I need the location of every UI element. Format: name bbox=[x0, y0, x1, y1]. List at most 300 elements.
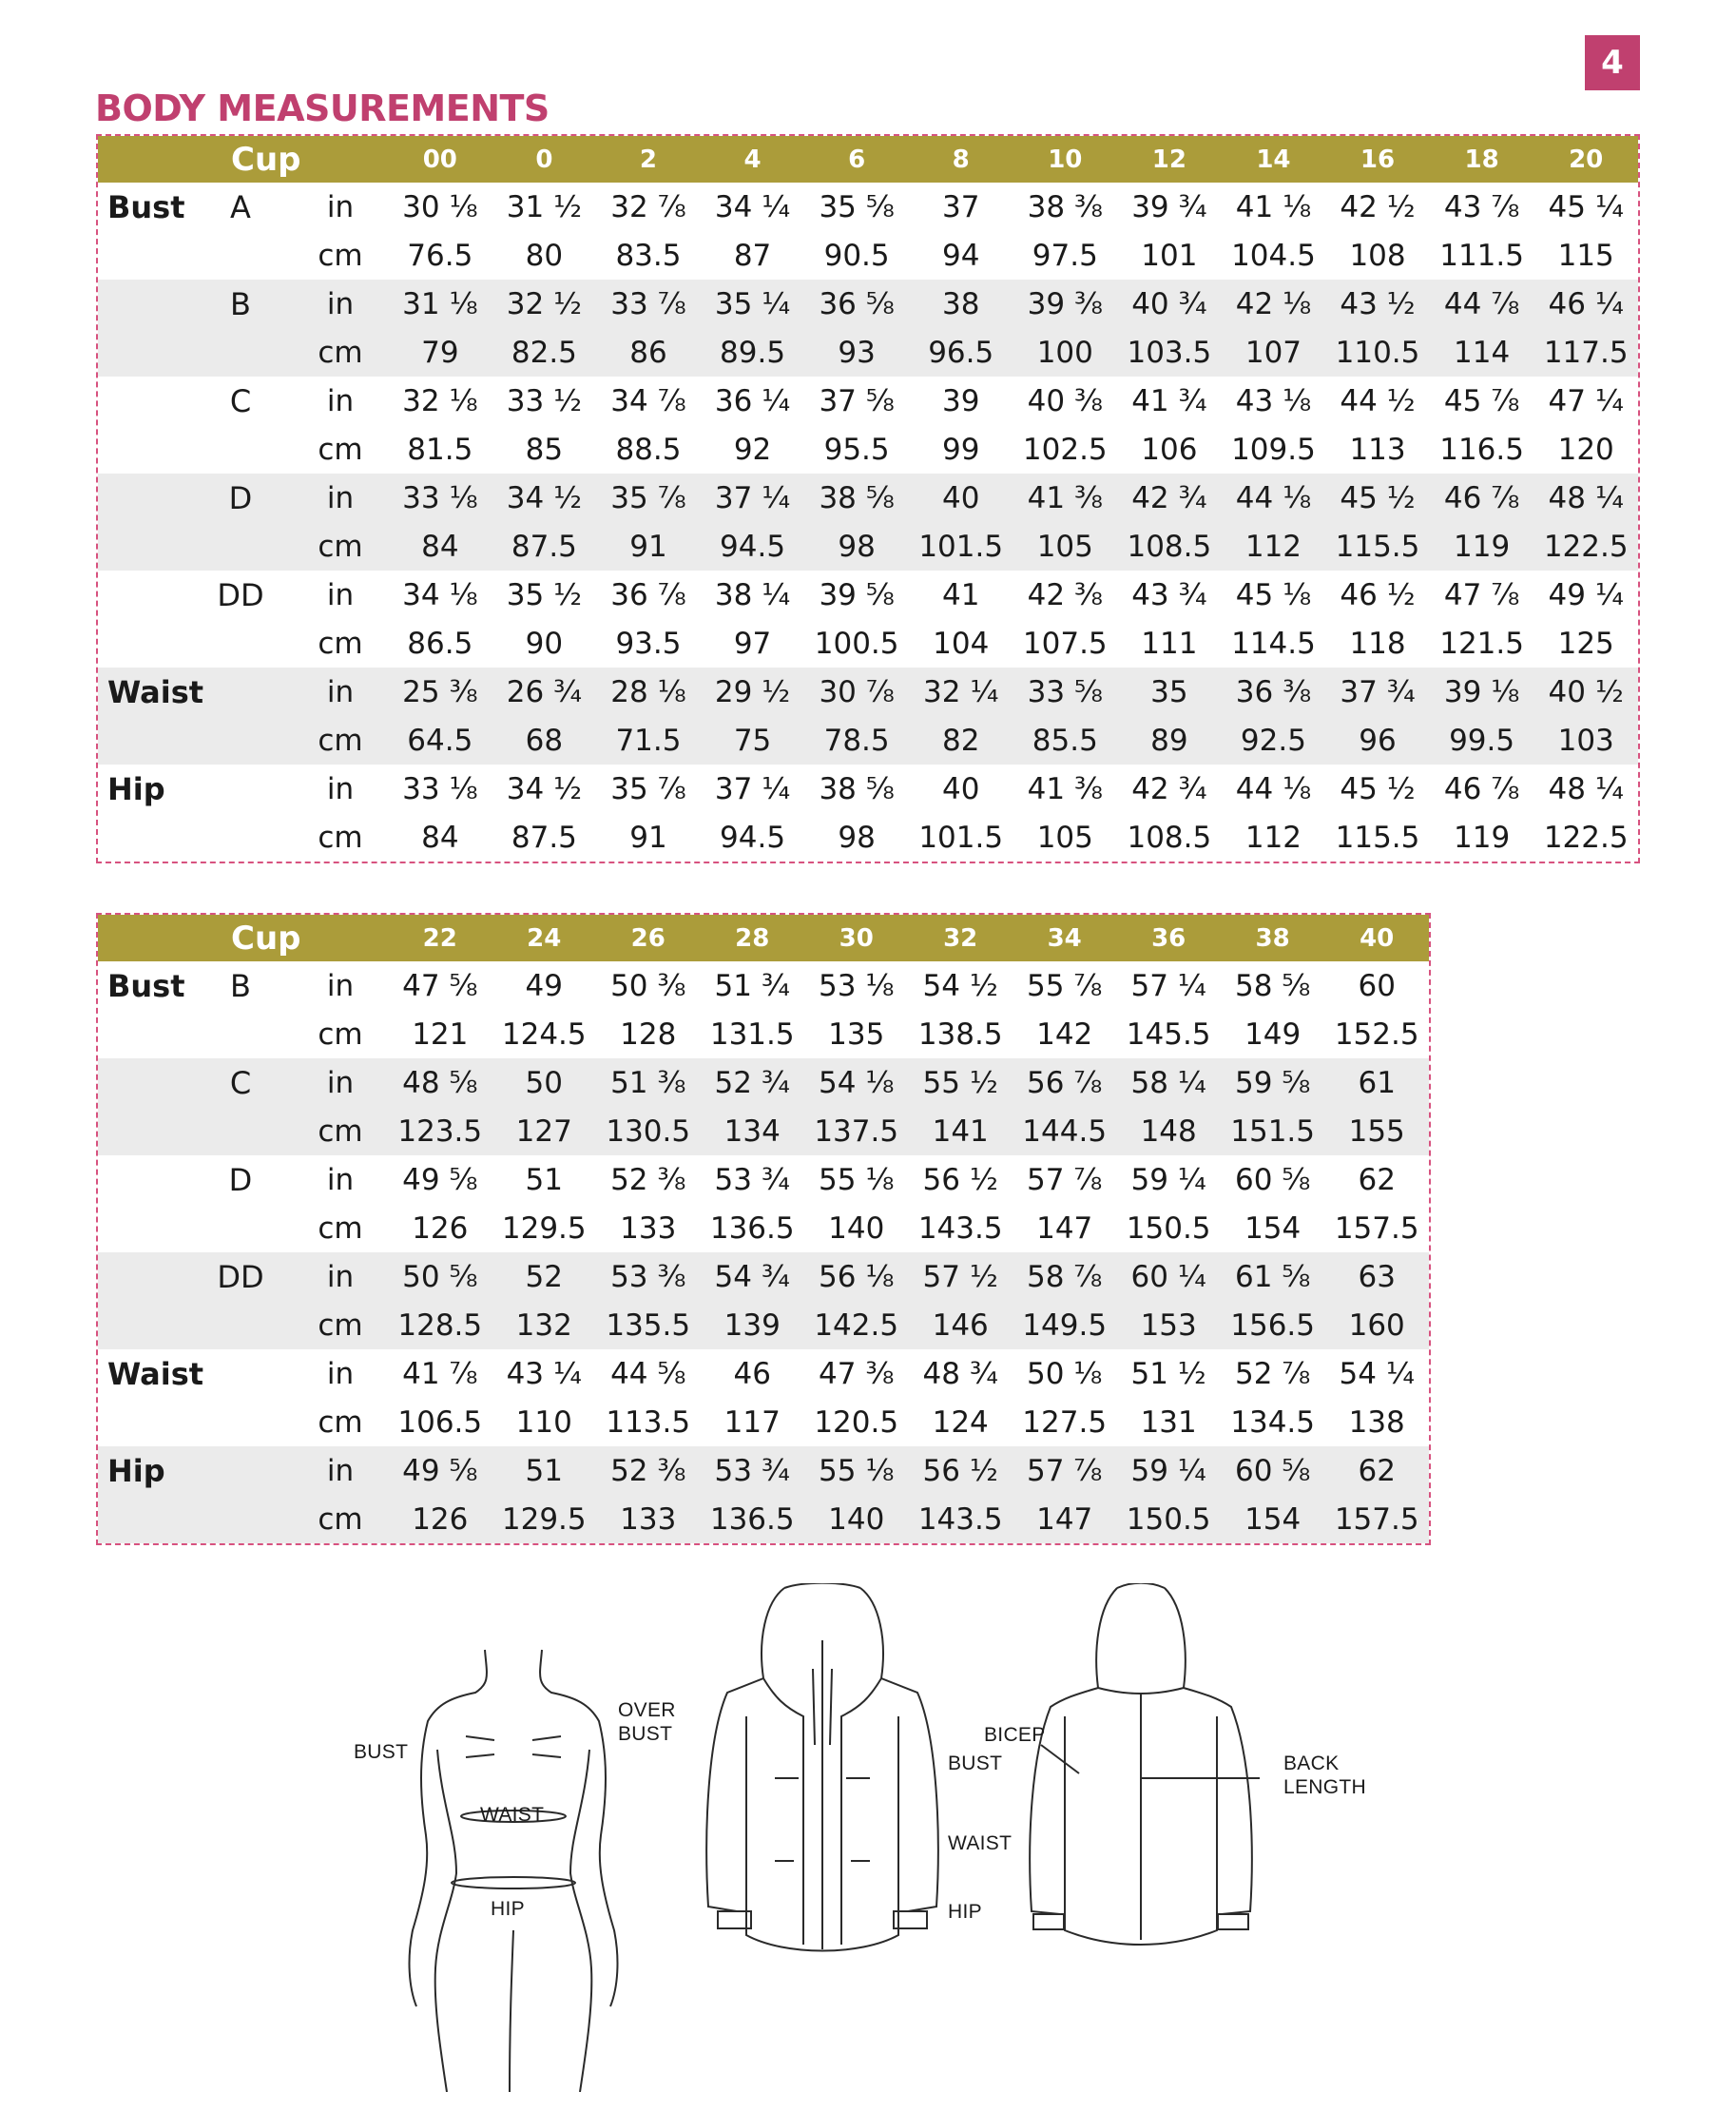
measurement-value: 45 ½ bbox=[1340, 771, 1416, 806]
cup-size-label: DD bbox=[188, 1252, 293, 1301]
measurement-value: 38 ⅝ bbox=[819, 771, 895, 806]
measurement-value: 29 ½ bbox=[701, 668, 805, 716]
measurement-value: 46 bbox=[733, 1356, 771, 1391]
measurement-label: Waist bbox=[98, 668, 188, 716]
table-row bbox=[98, 522, 1638, 571]
cup-size-label: D bbox=[188, 474, 293, 522]
measurement-value: 144.5 bbox=[1013, 1107, 1116, 1155]
measurement-value: 40 ¾ bbox=[1117, 280, 1222, 328]
measurement-value: 126 bbox=[412, 1210, 469, 1246]
unit-label: in bbox=[293, 1058, 388, 1107]
measurement-value: 107 bbox=[1222, 328, 1326, 377]
measurement-value: 48 ⅝ bbox=[388, 1058, 492, 1107]
unit-label: in bbox=[293, 474, 388, 522]
measurement-value: 96.5 bbox=[909, 328, 1013, 377]
measurement-value: 119 bbox=[1430, 522, 1534, 571]
measurement-value: 57 ¼ bbox=[1130, 968, 1206, 1003]
table-row bbox=[98, 474, 1638, 522]
measurement-value: 149 bbox=[1244, 1017, 1302, 1052]
measurement-value: 36 ⅜ bbox=[1222, 668, 1326, 716]
size-header: 4 bbox=[701, 136, 805, 183]
measurement-label bbox=[98, 474, 188, 522]
cup-size-label: D bbox=[228, 1161, 253, 1198]
measurement-value: 64.5 bbox=[388, 716, 492, 765]
unit-label: cm bbox=[318, 1210, 363, 1246]
measurement-value: 121 bbox=[412, 1017, 469, 1052]
measurement-value: 53 ⅜ bbox=[596, 1252, 700, 1301]
measurement-value: 137.5 bbox=[804, 1107, 908, 1155]
measurement-value: 41 bbox=[941, 577, 980, 612]
measurement-value: 143.5 bbox=[917, 1210, 1003, 1246]
measurement-label: Bust bbox=[107, 967, 185, 1004]
measurement-value: 148 bbox=[1116, 1107, 1220, 1155]
measurement-label bbox=[98, 1495, 188, 1543]
measurement-value: 40 bbox=[941, 771, 980, 806]
measurement-value: 138.5 bbox=[917, 1017, 1003, 1052]
measurement-label bbox=[98, 280, 188, 328]
measurement-value: 112 bbox=[1222, 522, 1326, 571]
measurement-value: 36 ⅞ bbox=[610, 577, 686, 612]
measurement-value: 87.5 bbox=[511, 820, 577, 855]
measurement-label bbox=[98, 571, 188, 619]
table-row bbox=[98, 1058, 1429, 1107]
measurement-value: 142 bbox=[1036, 1017, 1093, 1052]
cup-size-label: B bbox=[230, 967, 251, 1004]
measurement-value: 146 bbox=[908, 1301, 1012, 1349]
measurement-value: 120.5 bbox=[814, 1404, 899, 1440]
measurement-value: 55 ⅞ bbox=[1027, 968, 1103, 1003]
measurement-value: 101.5 bbox=[909, 522, 1013, 571]
measurement-value: 35 ⅝ bbox=[819, 189, 895, 224]
label-jacket-bust: BUST bbox=[948, 1753, 1003, 1774]
measurement-value: 37 ¾ bbox=[1325, 668, 1430, 716]
measurement-value: 92 bbox=[733, 432, 772, 467]
size-header: 20 bbox=[1533, 136, 1638, 183]
cup-size-label bbox=[188, 231, 293, 280]
size-header: 18 bbox=[1430, 136, 1534, 183]
size-header: 38 bbox=[1221, 915, 1324, 961]
size-header: 0 bbox=[492, 136, 597, 183]
measurement-label: Hip bbox=[107, 770, 165, 807]
measurement-value: 60 ¼ bbox=[1116, 1252, 1220, 1301]
measurement-value: 50 ⅜ bbox=[610, 968, 686, 1003]
unit-label: cm bbox=[318, 432, 363, 467]
unit-label: in bbox=[293, 1252, 388, 1301]
measurement-value: 59 ¼ bbox=[1130, 1162, 1206, 1197]
label-waist: WAIST bbox=[480, 1804, 545, 1826]
cup-size-label bbox=[188, 522, 293, 571]
measurement-value: 154 bbox=[1244, 1210, 1302, 1246]
size-header: 10 bbox=[1013, 136, 1118, 183]
measurement-value: 140 bbox=[804, 1495, 908, 1543]
measurement-value: 113 bbox=[1349, 432, 1406, 467]
measurement-value: 41 ⅜ bbox=[1027, 771, 1103, 806]
label-bust: BUST bbox=[354, 1741, 409, 1763]
cup-size-label bbox=[188, 425, 293, 474]
table-row bbox=[98, 1252, 1429, 1301]
measurement-value: 111.5 bbox=[1439, 238, 1524, 273]
measurement-value: 51 ¾ bbox=[714, 968, 790, 1003]
measurement-value: 140 bbox=[828, 1210, 885, 1246]
measurement-label: Bust bbox=[107, 188, 185, 225]
cup-size-label: A bbox=[230, 188, 251, 225]
size-header: 26 bbox=[596, 915, 700, 961]
size-table-1 bbox=[96, 134, 1640, 863]
size-header: 28 bbox=[700, 915, 803, 961]
cup-size-label: DD bbox=[217, 576, 264, 613]
table-row bbox=[98, 571, 1638, 619]
measurement-label bbox=[98, 377, 188, 425]
size-header: 22 bbox=[388, 915, 492, 961]
measurement-value: 80 bbox=[525, 238, 564, 273]
measurement-value: 90.5 bbox=[823, 238, 890, 273]
measurement-label bbox=[98, 522, 188, 571]
measurement-value: 37 ⅝ bbox=[819, 383, 895, 418]
measurement-value: 54 ¾ bbox=[700, 1252, 803, 1301]
measurement-value: 143.5 bbox=[908, 1495, 1012, 1543]
measurement-value: 98 bbox=[804, 522, 909, 571]
measurement-value: 115.5 bbox=[1335, 820, 1420, 855]
measurement-value: 91 bbox=[629, 820, 667, 855]
measurement-value: 151.5 bbox=[1221, 1107, 1324, 1155]
unit-label: cm bbox=[293, 328, 388, 377]
cup-size-label bbox=[188, 1495, 293, 1543]
measurement-value: 42 ¾ bbox=[1117, 474, 1222, 522]
size-header: 40 bbox=[1324, 915, 1429, 961]
measurement-value: 63 bbox=[1324, 1252, 1429, 1301]
measurement-value: 37 ¼ bbox=[714, 771, 791, 806]
label-back-length: BACK LENGTH bbox=[1283, 1753, 1366, 1799]
measurement-value: 135 bbox=[828, 1017, 885, 1052]
measurement-value: 39 bbox=[941, 383, 980, 418]
measurement-value: 59 ¼ bbox=[1116, 1446, 1220, 1495]
measurement-value: 147 bbox=[1013, 1495, 1116, 1543]
size-header: 00 bbox=[388, 136, 492, 183]
unit-label: cm bbox=[318, 1404, 363, 1440]
measurement-value: 160 bbox=[1324, 1301, 1429, 1349]
measurement-value: 38 ⅜ bbox=[1027, 189, 1103, 224]
unit-label: cm bbox=[318, 238, 363, 273]
measurement-value: 114.5 bbox=[1231, 626, 1316, 661]
measurement-value: 139 bbox=[700, 1301, 803, 1349]
measurement-value: 150.5 bbox=[1126, 1210, 1211, 1246]
measurement-value: 95.5 bbox=[823, 432, 890, 467]
measurement-value: 31 ½ bbox=[506, 189, 583, 224]
measurement-value: 79 bbox=[388, 328, 492, 377]
cup-size-label bbox=[188, 1349, 293, 1398]
measurement-value: 71.5 bbox=[596, 716, 701, 765]
measurement-value: 38 bbox=[909, 280, 1013, 328]
measurement-value: 85 bbox=[525, 432, 564, 467]
measurement-value: 35 ¼ bbox=[701, 280, 805, 328]
measurement-value: 134.5 bbox=[1230, 1404, 1316, 1440]
table-row bbox=[98, 377, 1638, 425]
measurement-value: 101 bbox=[1141, 238, 1198, 273]
unit-label: cm bbox=[293, 522, 388, 571]
measurement-value: 110 bbox=[515, 1404, 572, 1440]
measurement-value: 94.5 bbox=[720, 820, 786, 855]
measurement-label bbox=[98, 1301, 188, 1349]
measurement-value: 60 bbox=[1358, 968, 1396, 1003]
measurement-label bbox=[98, 1398, 188, 1446]
measurement-value: 56 ⅞ bbox=[1013, 1058, 1116, 1107]
measurement-value: 33 ½ bbox=[506, 383, 583, 418]
measurement-value: 36 ⅝ bbox=[804, 280, 909, 328]
measurement-value: 76.5 bbox=[407, 238, 473, 273]
measurement-value: 120 bbox=[1557, 432, 1614, 467]
measurement-label bbox=[98, 813, 188, 862]
label-jacket-waist: WAIST bbox=[948, 1832, 1013, 1854]
measurement-value: 35 bbox=[1117, 668, 1222, 716]
measurement-value: 60 ⅝ bbox=[1234, 1162, 1311, 1197]
measurement-value: 45 ¼ bbox=[1548, 189, 1624, 224]
measurement-value: 97 bbox=[733, 626, 772, 661]
measurement-value: 121.5 bbox=[1439, 626, 1524, 661]
jacket-back-icon bbox=[1022, 1583, 1260, 1959]
measurement-value: 86 bbox=[596, 328, 701, 377]
measurement-value: 39 ⅝ bbox=[819, 577, 895, 612]
measurement-value: 49 bbox=[525, 968, 563, 1003]
measurement-value: 39 ⅛ bbox=[1430, 668, 1534, 716]
size-header: 2 bbox=[596, 136, 701, 183]
measurement-value: 50 bbox=[492, 1058, 596, 1107]
cup-size-label bbox=[188, 1446, 293, 1495]
measurement-value: 54 ⅛ bbox=[804, 1058, 908, 1107]
measurement-value: 108.5 bbox=[1117, 522, 1222, 571]
measurement-value: 60 ⅝ bbox=[1221, 1446, 1324, 1495]
page-number-badge: 4 bbox=[1585, 35, 1640, 90]
measurement-value: 32 ⅛ bbox=[402, 383, 478, 418]
measurement-value: 97.5 bbox=[1032, 238, 1098, 273]
measurement-value: 48 ¾ bbox=[922, 1356, 998, 1391]
measurement-value: 122.5 bbox=[1533, 522, 1638, 571]
measurement-value: 43 ¾ bbox=[1131, 577, 1207, 612]
measurement-value: 131.5 bbox=[709, 1017, 795, 1052]
measurement-value: 102.5 bbox=[1022, 432, 1108, 467]
cup-size-label bbox=[188, 1301, 293, 1349]
table-row bbox=[98, 668, 1638, 716]
measurement-value: 56 ½ bbox=[922, 1162, 998, 1197]
unit-label: cm bbox=[293, 1107, 388, 1155]
measurement-value: 122.5 bbox=[1543, 820, 1629, 855]
measurement-value: 40 ⅜ bbox=[1027, 383, 1103, 418]
measurement-value: 47 ¼ bbox=[1548, 383, 1624, 418]
measurement-value: 138 bbox=[1348, 1404, 1405, 1440]
table-row bbox=[98, 1204, 1429, 1252]
measurement-value: 46 ⅞ bbox=[1443, 771, 1520, 806]
unit-label: in bbox=[326, 577, 355, 612]
measurement-value: 91 bbox=[596, 522, 701, 571]
measurement-value: 94.5 bbox=[701, 522, 805, 571]
measurement-label bbox=[98, 425, 188, 474]
measurement-label bbox=[98, 619, 188, 668]
table-row bbox=[98, 231, 1638, 280]
measurement-value: 44 ⅞ bbox=[1430, 280, 1534, 328]
measurement-value: 32 ¼ bbox=[909, 668, 1013, 716]
size-header: 30 bbox=[804, 915, 908, 961]
measurement-value: 28 ⅛ bbox=[596, 668, 701, 716]
table-row bbox=[98, 619, 1638, 668]
measurement-value: 111 bbox=[1141, 626, 1198, 661]
measurement-value: 90 bbox=[525, 626, 564, 661]
measurement-value: 94 bbox=[941, 238, 980, 273]
measurement-value: 47 ⅜ bbox=[819, 1356, 895, 1391]
measurement-label bbox=[98, 1155, 188, 1204]
measurement-value: 135.5 bbox=[596, 1301, 700, 1349]
measurement-value: 116.5 bbox=[1439, 432, 1524, 467]
measurement-value: 115.5 bbox=[1325, 522, 1430, 571]
table-row bbox=[98, 1398, 1429, 1446]
measurement-value: 132 bbox=[492, 1301, 596, 1349]
measurement-value: 58 ⅞ bbox=[1013, 1252, 1116, 1301]
measurement-value: 124.5 bbox=[501, 1017, 587, 1052]
measurement-value: 85.5 bbox=[1013, 716, 1118, 765]
size-table-2 bbox=[96, 913, 1431, 1545]
measurement-value: 61 ⅝ bbox=[1221, 1252, 1324, 1301]
measurement-value: 89.5 bbox=[701, 328, 805, 377]
measurement-value: 43 ½ bbox=[1325, 280, 1430, 328]
measurement-value: 46 ½ bbox=[1340, 577, 1416, 612]
measurement-value: 31 ⅛ bbox=[388, 280, 492, 328]
measurement-value: 108 bbox=[1349, 238, 1406, 273]
measurement-value: 42 ⅜ bbox=[1027, 577, 1103, 612]
measurement-value: 136.5 bbox=[709, 1210, 795, 1246]
measurement-value: 101.5 bbox=[918, 820, 1004, 855]
measurement-value: 34 ½ bbox=[492, 474, 597, 522]
measurement-value: 109.5 bbox=[1231, 432, 1316, 467]
measurement-value: 92.5 bbox=[1222, 716, 1326, 765]
cup-size-label: B bbox=[188, 280, 293, 328]
cup-header: Cup bbox=[98, 136, 388, 183]
measurement-value: 105 bbox=[1013, 522, 1118, 571]
measurement-value: 49 ⅝ bbox=[388, 1446, 492, 1495]
measurement-value: 104 bbox=[933, 626, 990, 661]
measurement-label bbox=[98, 1058, 188, 1107]
measurement-value: 153 bbox=[1116, 1301, 1220, 1349]
table-row bbox=[98, 328, 1638, 377]
size-header: 16 bbox=[1325, 136, 1430, 183]
measurement-value: 129.5 bbox=[492, 1495, 596, 1543]
measurement-value: 38 ¼ bbox=[714, 577, 791, 612]
table-row bbox=[98, 1495, 1429, 1543]
measurement-value: 53 ¾ bbox=[714, 1162, 790, 1197]
measurement-value: 43 ⅛ bbox=[1235, 383, 1312, 418]
measurement-value: 47 ⅝ bbox=[402, 968, 478, 1003]
measurement-value: 41 ¾ bbox=[1131, 383, 1207, 418]
measurement-value: 51 bbox=[525, 1162, 563, 1197]
unit-label: cm bbox=[293, 1495, 388, 1543]
cup-size-label bbox=[188, 328, 293, 377]
size-table-2-grid bbox=[98, 915, 1429, 1543]
measurement-value: 124 bbox=[932, 1404, 989, 1440]
measurement-value: 136.5 bbox=[700, 1495, 803, 1543]
measurement-value: 51 ⅜ bbox=[596, 1058, 700, 1107]
measurement-value: 32 ⅞ bbox=[610, 189, 686, 224]
measurement-value: 43 ¼ bbox=[506, 1356, 582, 1391]
cup-size-label: C bbox=[229, 382, 252, 419]
measurement-value: 56 ½ bbox=[908, 1446, 1012, 1495]
measurement-value: 123.5 bbox=[388, 1107, 492, 1155]
unit-label: cm bbox=[293, 1301, 388, 1349]
size-header: 8 bbox=[909, 136, 1013, 183]
measurement-value: 35 ½ bbox=[506, 577, 583, 612]
measurement-value: 112 bbox=[1244, 820, 1302, 855]
measurement-value: 33 ⅛ bbox=[388, 474, 492, 522]
unit-label: cm bbox=[318, 1017, 363, 1052]
measurement-value: 133 bbox=[596, 1495, 700, 1543]
table-row bbox=[98, 1155, 1429, 1204]
measurement-value: 78.5 bbox=[804, 716, 909, 765]
measurement-label: Hip bbox=[98, 1446, 188, 1495]
size-table-1-grid bbox=[98, 136, 1638, 862]
measurement-value: 53 ⅛ bbox=[819, 968, 895, 1003]
measurement-value: 62 bbox=[1358, 1162, 1396, 1197]
measurement-value: 147 bbox=[1036, 1210, 1093, 1246]
measurement-value: 150.5 bbox=[1116, 1495, 1220, 1543]
measurement-label bbox=[98, 231, 188, 280]
unit-label: in bbox=[326, 771, 355, 806]
unit-label: cm bbox=[293, 716, 388, 765]
measurement-value: 54 ¼ bbox=[1339, 1356, 1415, 1391]
label-hip: HIP bbox=[491, 1898, 525, 1920]
measurement-value: 49 ¼ bbox=[1548, 577, 1624, 612]
measurement-value: 58 ⅝ bbox=[1234, 968, 1311, 1003]
measurement-label bbox=[98, 1204, 188, 1252]
measurement-value: 39 ¾ bbox=[1131, 189, 1207, 224]
measurement-value: 33 ⅝ bbox=[1013, 668, 1118, 716]
measurement-value: 59 ⅝ bbox=[1221, 1058, 1324, 1107]
measurement-value: 44 ½ bbox=[1340, 383, 1416, 418]
table-row bbox=[98, 716, 1638, 765]
measurement-value: 34 ¼ bbox=[714, 189, 791, 224]
measurement-value: 42 ½ bbox=[1340, 189, 1416, 224]
measurement-value: 75 bbox=[701, 716, 805, 765]
measurement-value: 41 ⅜ bbox=[1013, 474, 1118, 522]
measurement-value: 42 ¾ bbox=[1131, 771, 1207, 806]
measurement-value: 48 ¼ bbox=[1548, 771, 1624, 806]
measurement-value: 93.5 bbox=[615, 626, 682, 661]
measurement-value: 129.5 bbox=[501, 1210, 587, 1246]
measurement-value: 52 ⅜ bbox=[610, 1162, 686, 1197]
table-row bbox=[98, 765, 1638, 813]
measurement-value: 113.5 bbox=[606, 1404, 691, 1440]
measurement-value: 100.5 bbox=[814, 626, 899, 661]
measurement-value: 131 bbox=[1140, 1404, 1197, 1440]
unit-label: in bbox=[326, 1356, 355, 1391]
measurement-value: 127.5 bbox=[1022, 1404, 1108, 1440]
measurement-value: 41 ⅞ bbox=[402, 1356, 478, 1391]
measurement-value: 40 ½ bbox=[1533, 668, 1638, 716]
table-row bbox=[98, 1446, 1429, 1495]
measurement-label bbox=[98, 1010, 188, 1058]
jacket-front-icon bbox=[699, 1583, 946, 1959]
unit-label: in bbox=[293, 668, 388, 716]
measurement-value: 149.5 bbox=[1013, 1301, 1116, 1349]
table-row bbox=[98, 1301, 1429, 1349]
measurement-value: 44 ⅛ bbox=[1235, 771, 1312, 806]
table-row bbox=[98, 1349, 1429, 1398]
table-row bbox=[98, 1010, 1429, 1058]
unit-label: in bbox=[326, 1162, 355, 1197]
measurement-value: 30 ⅛ bbox=[402, 189, 478, 224]
cup-size-label bbox=[188, 765, 293, 813]
measurement-value: 30 ⅞ bbox=[804, 668, 909, 716]
measurement-value: 45 ⅛ bbox=[1235, 577, 1312, 612]
measurement-value: 118 bbox=[1349, 626, 1406, 661]
measurement-value: 33 ⅞ bbox=[596, 280, 701, 328]
size-header: 32 bbox=[908, 915, 1012, 961]
measurement-value: 99.5 bbox=[1430, 716, 1534, 765]
